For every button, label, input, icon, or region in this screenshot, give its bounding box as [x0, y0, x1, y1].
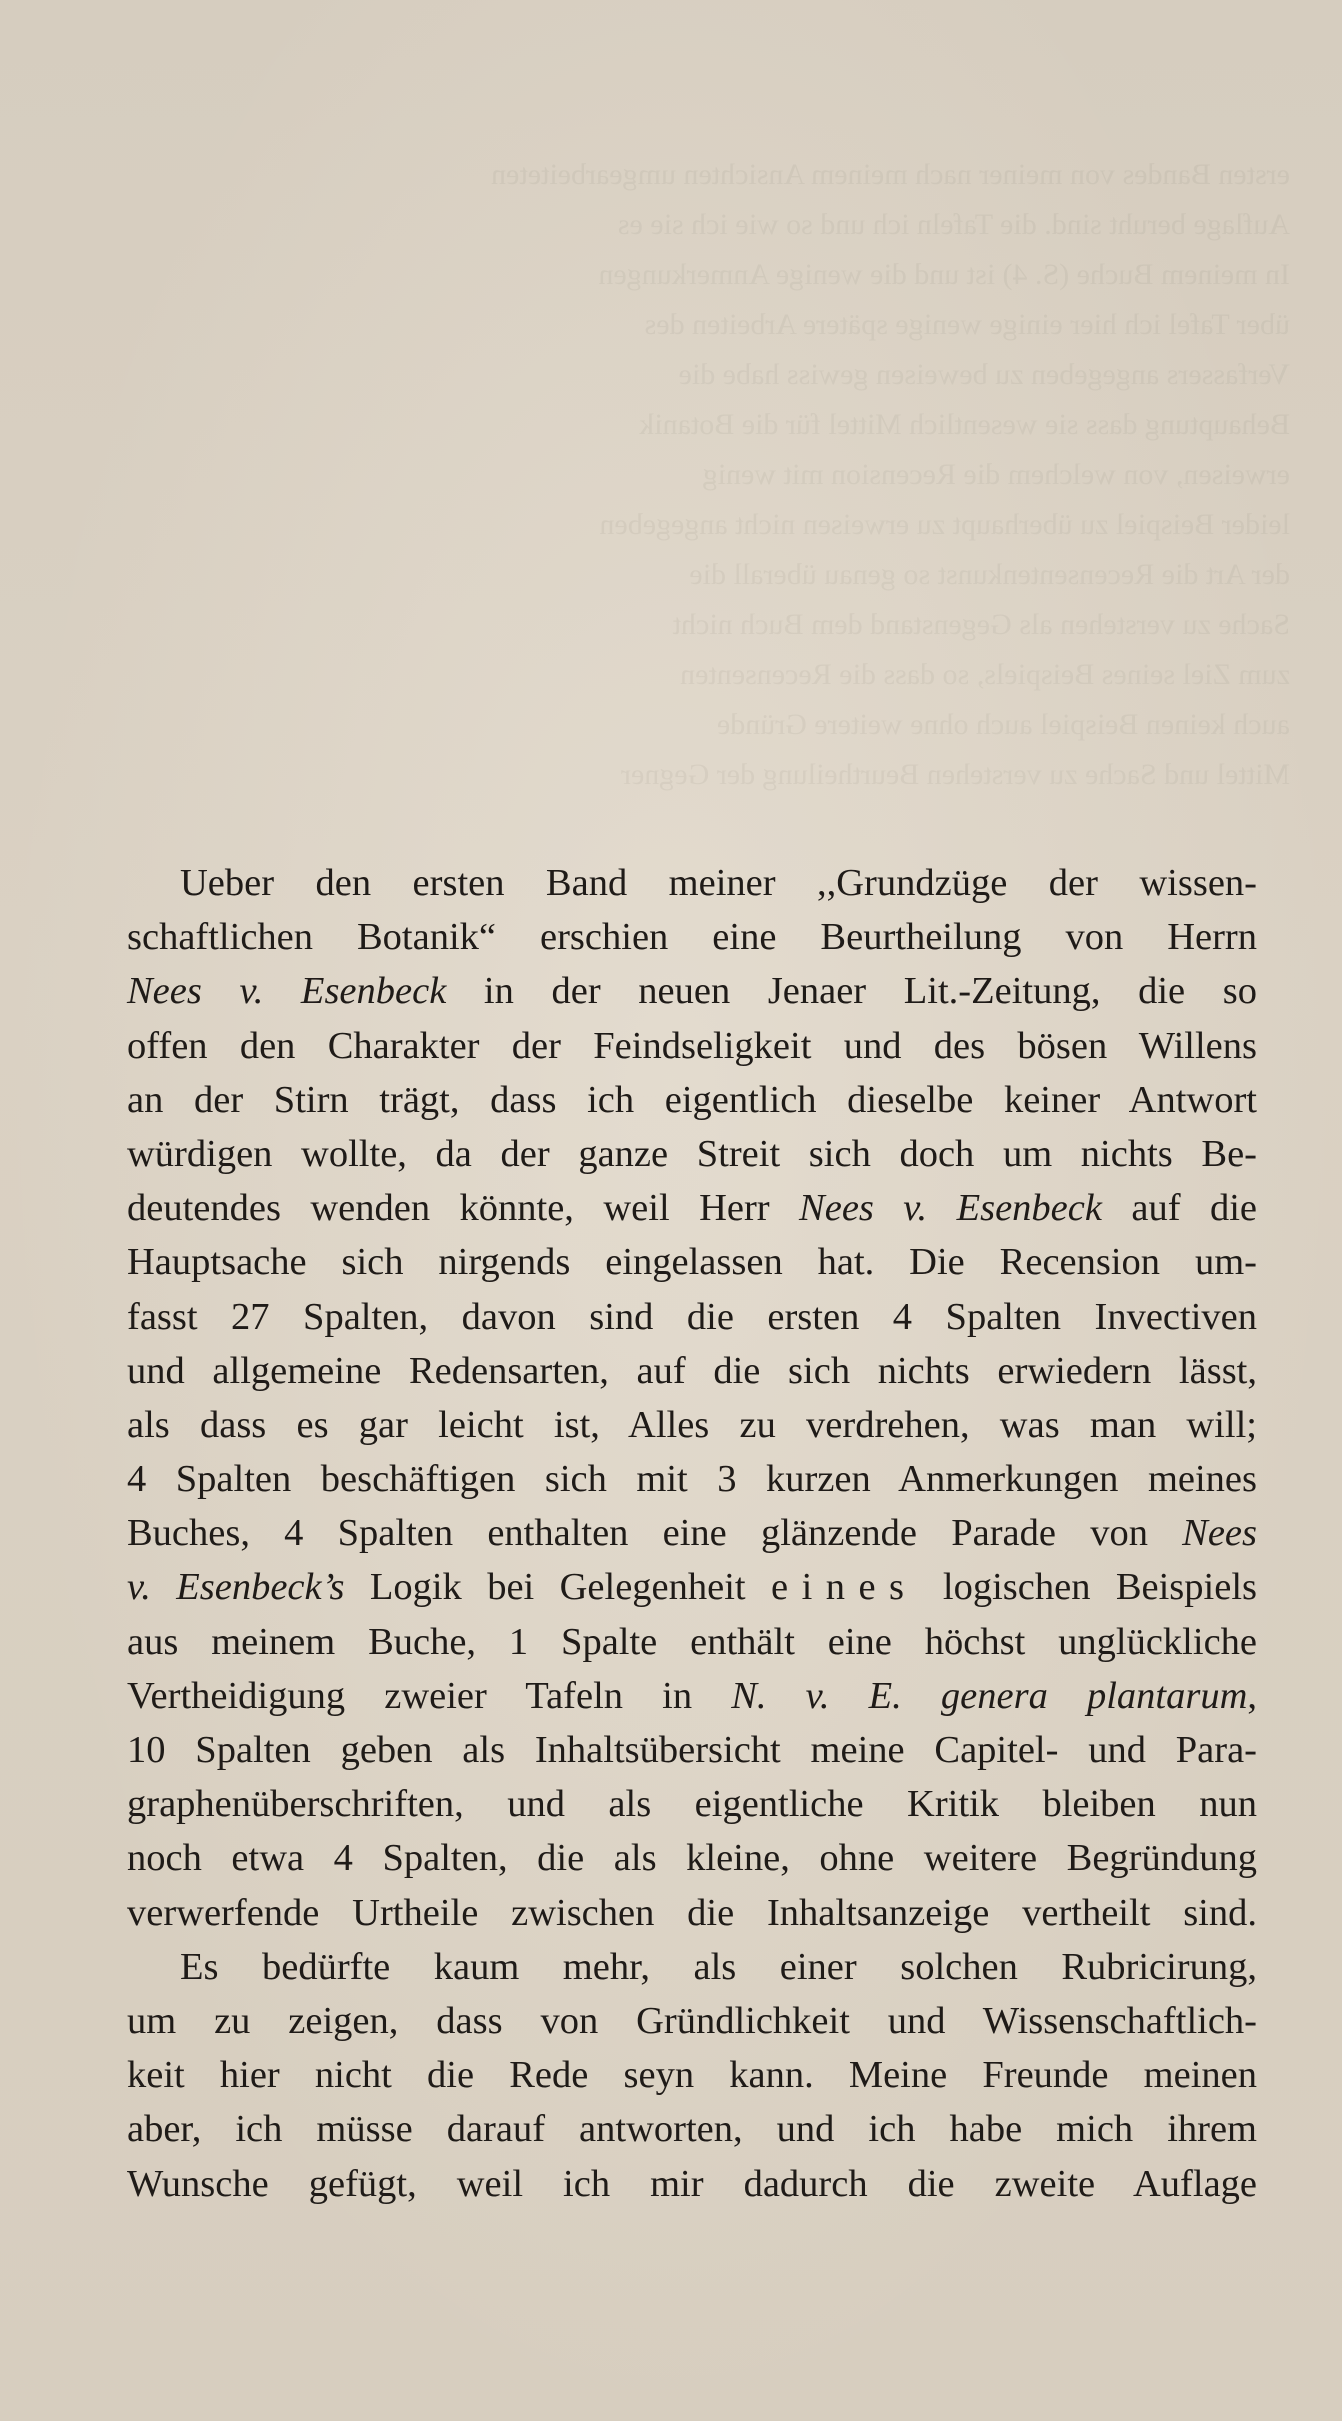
text-run: fasst 27 Spalten, davon sind die ersten 4 Spalten Invectiven [127, 1295, 1257, 1338]
text-run: Hauptsache sich nirgends eingelassen hat. Die Recension um- [127, 1241, 1257, 1284]
text-line [127, 1831, 1257, 1885]
text-run: 4 Spalten beschäftigen sich mit 3 kurzen Anmerkungen meines [127, 1458, 1257, 1501]
paragraph [127, 856, 1257, 1940]
text-run: Buches, 4 Spalten enthalten eine glänzende Parade von [127, 1512, 1183, 1555]
text-run: aber, ich müsse darauf antworten, und ich habe mich ihrem [127, 2108, 1257, 2151]
text-line [127, 2102, 1257, 2156]
text-line [127, 964, 1257, 1018]
text-line [127, 1994, 1257, 2048]
text-line [127, 1344, 1257, 1398]
italic-name: N. v. E. genera plantarum [731, 1674, 1248, 1717]
spaced-emphasis: eines [771, 1566, 918, 1609]
text-run: an der Stirn trägt, dass ich eigentlich dieselbe keiner Antwort [127, 1078, 1257, 1121]
text-run: deutendes wenden könnte, weil Herr [127, 1187, 800, 1230]
italic-name: Nees v. Esenbeck [799, 1187, 1102, 1230]
text-line [127, 1506, 1257, 1560]
body-text [127, 856, 1257, 2211]
text-run: Es bedürfte kaum mehr, als einer solchen Rubricirung, [180, 1945, 1257, 1988]
text-run: auf die [1101, 1187, 1258, 1230]
text-run: keit hier nicht die Rede seyn kann. Meine Freunde meinen [127, 2054, 1257, 2097]
text-line [127, 1452, 1257, 1506]
text-line [127, 1127, 1257, 1181]
text-line [127, 1723, 1257, 1777]
text-run: aus meinem Buche, 1 Spalte enthält eine höchst unglückliche [127, 1620, 1257, 1663]
text-run: Ueber den ersten Band meiner ,,Grundzüge der wissen- [180, 862, 1257, 904]
text-run: Logik bei Gelegenheit [344, 1566, 772, 1609]
text-run: logischen Beispiels [917, 1566, 1257, 1609]
text-run: als dass es gar leicht ist, Alles zu verdrehen, was man will; [127, 1403, 1257, 1446]
text-line [127, 856, 1257, 910]
text-run: Vertheidigung zweier Tafeln in [127, 1674, 732, 1717]
text-line [127, 1019, 1257, 1073]
text-line [127, 1398, 1257, 1452]
text-run: Wunsche gefügt, weil ich mir dadurch die zweite Auflage [127, 2162, 1257, 2205]
text-run: schaftlichen Botanik“ erschien eine Beurtheilung von Herrn [127, 916, 1257, 959]
text-run: 10 Spalten geben als Inhaltsübersicht meine Capitel- und Para- [127, 1729, 1257, 1771]
text-line [127, 1777, 1257, 1831]
text-run: graphenüberschriften, und als eigentliche Kritik bleiben nun [127, 1783, 1257, 1826]
text-line [127, 1181, 1257, 1235]
text-line [127, 1669, 1257, 1723]
text-line [127, 1290, 1257, 1344]
italic-name: Nees v. Esenbeck [127, 970, 447, 1013]
italic-name: Nees [1182, 1512, 1257, 1555]
text-run: noch etwa 4 Spalten, die als kleine, ohne weitere Begründung [127, 1837, 1257, 1880]
text-line [127, 1073, 1257, 1127]
italic-name: v. Esenbeck’s [127, 1566, 345, 1609]
text-run: in der neuen Jenaer Lit.-Zeitung, die so [446, 970, 1257, 1013]
text-line [127, 1560, 1257, 1614]
text-run: und allgemeine Redensarten, auf die sich nichts erwiedern lässt, [127, 1349, 1257, 1392]
show-through-text: ersten Bandes von meiner nach meinem Ansichten umgearbeiteten Auflage beruht sind. die Tafeln ich und so wie ich sie es In meinem Buche (S. 4) ist und die wenige Anmerkungen über Tafel ich hier einige wenige spätere Arbeiten des Verfassers angegeben zu beweisen gewiss habe die Behauptung dass sie wesentlich Mittel für die Botanik erweisen, von welchem die Recension mit wenig leider Beispiel zu überhaupt zu erweisen nicht angegeben der Art die Recensentenkunst so genau überall die Sache zu verstehen als Gegenstand dem Buch nicht zum Ziel seines Beispiels, so dass die Recensenten auch keinen Beispiel auch ohne weitere Gründe Mittel und Sache zu verstehen Beurtheilung der Gegner [491, 158, 1290, 791]
text-run: um zu zeigen, dass von Gründlichkeit und Wissenschaftlich- [127, 1999, 1257, 2042]
text-line [127, 2157, 1257, 2211]
text-line [127, 1235, 1257, 1289]
text-run: offen den Charakter der Feindseligkeit und des bösen Willens [127, 1024, 1257, 1067]
text-line [127, 1940, 1257, 1994]
paragraph [127, 1940, 1257, 2211]
text-line [127, 910, 1257, 964]
text-line [127, 1886, 1257, 1940]
text-run: verwerfende Urtheile zwischen die Inhaltsanzeige vertheilt sind. [127, 1891, 1257, 1934]
text-run: , [1247, 1674, 1257, 1717]
text-run: würdigen wollte, da der ganze Streit sich doch um nichts Be- [127, 1132, 1257, 1175]
text-line [127, 1615, 1257, 1669]
text-line [127, 2048, 1257, 2102]
